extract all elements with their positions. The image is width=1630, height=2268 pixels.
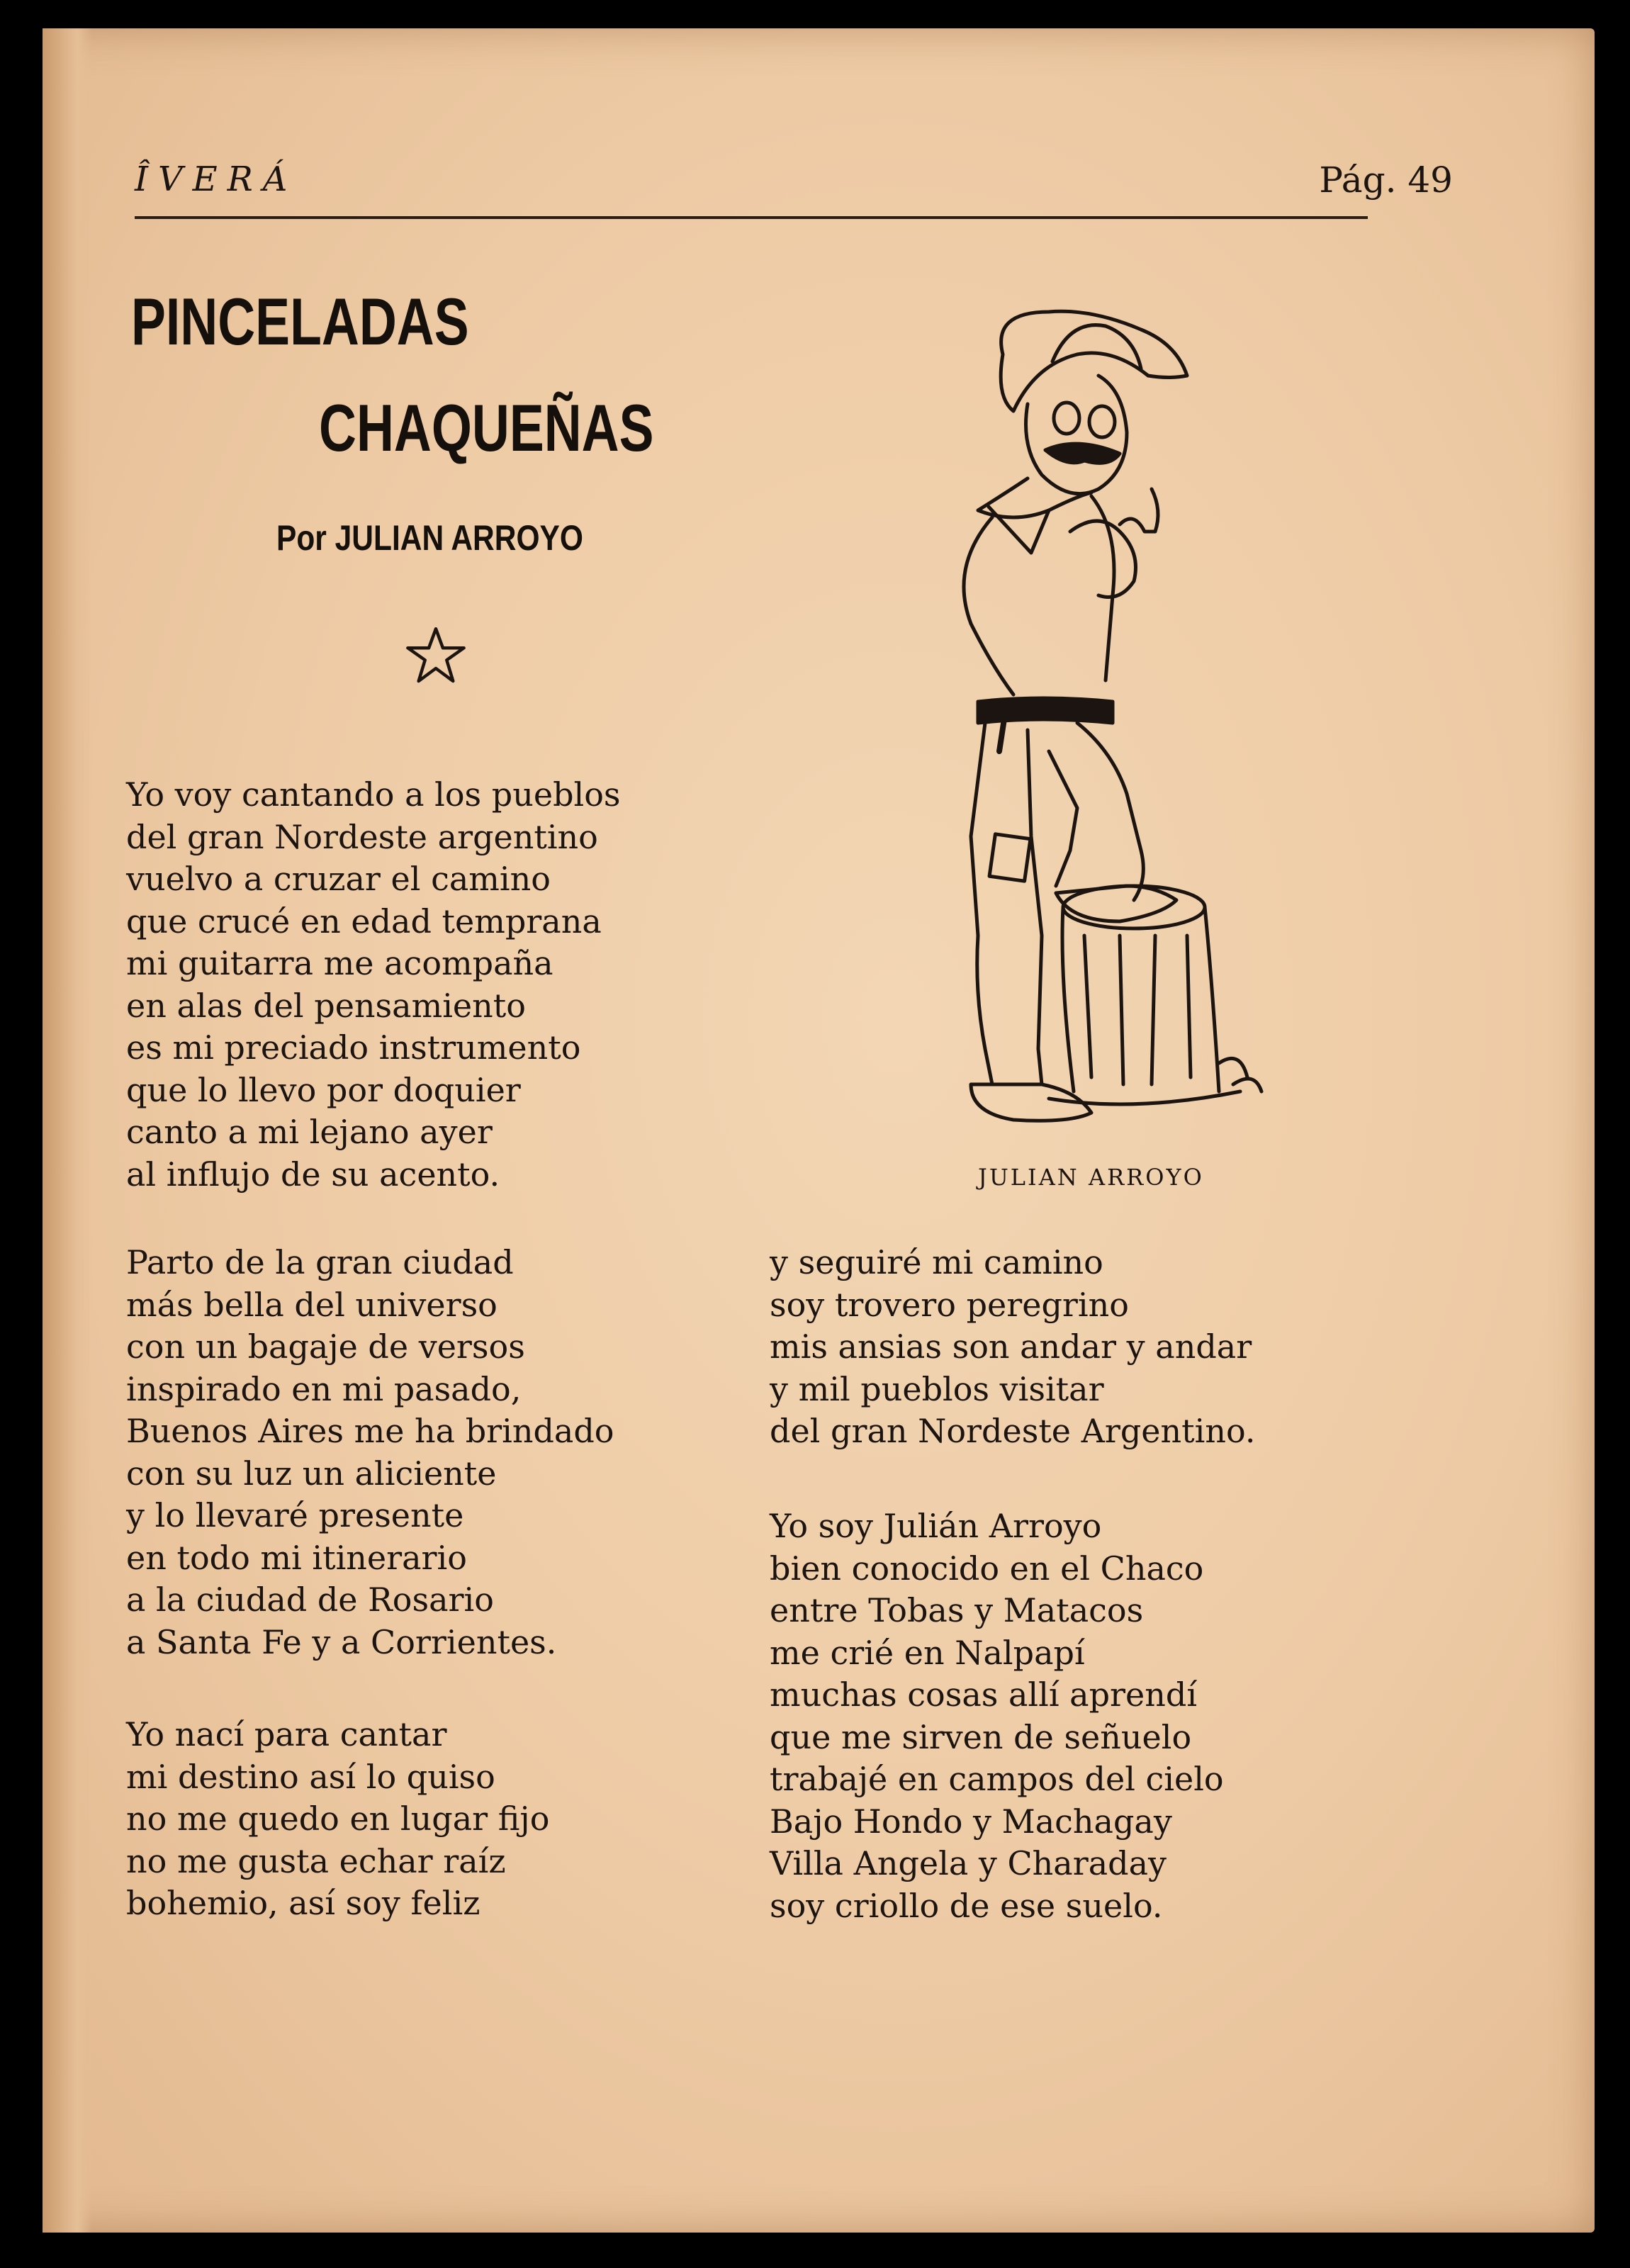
- poem-title-line-1: PINCELADAS: [131, 284, 469, 359]
- poem-line: muchas cosas allí aprendí: [770, 1675, 1198, 1714]
- poem-line: soy trovero peregrino: [770, 1285, 1129, 1324]
- poem-line: bien conocido en el Chaco: [770, 1549, 1204, 1588]
- poem-line: no me quedo en lugar fijo: [126, 1800, 550, 1838]
- poem-line: mis ansias son andar y andar: [770, 1327, 1252, 1366]
- poem-line: vuelvo a cruzar el camino: [126, 860, 551, 898]
- poem-line: y mil pueblos visitar: [770, 1369, 1104, 1408]
- poem-line: a la ciudad de Rosario: [126, 1581, 494, 1619]
- poem-title-line-2: CHAQUEÑAS: [319, 391, 654, 465]
- stanza-4: [770, 1242, 1256, 1453]
- poem-line: es mi preciado instrumento: [126, 1028, 581, 1067]
- poem-line: que crucé en edad temprana: [126, 902, 602, 941]
- stanza-3: [126, 1714, 549, 1925]
- poem-line: Yo soy Julián Arroyo: [770, 1507, 1102, 1545]
- poem-line: con un bagaje de versos: [126, 1327, 525, 1366]
- poem-line: inspirado en mi pasado,: [126, 1369, 522, 1408]
- poem-line: entre Tobas y Matacos: [770, 1591, 1144, 1629]
- stanza-5: [770, 1505, 1224, 1927]
- poem-line: a Santa Fe y a Corrientes.: [126, 1622, 557, 1661]
- page-spine: [43, 28, 92, 2233]
- poem-line: Yo voy cantando a los pueblos: [126, 775, 621, 814]
- poem-line: que lo llevo por doquier: [126, 1070, 521, 1109]
- poem-line: Bajo Hondo y Machagay: [770, 1802, 1172, 1841]
- poem-line: canto a mi lejano ayer: [126, 1113, 493, 1151]
- poem-line: mi guitarra me acompaña: [126, 944, 553, 982]
- poem-line: soy criollo de ese suelo.: [770, 1886, 1163, 1925]
- author-byline: Por JULIAN ARROYO: [276, 518, 583, 558]
- poem-line: que me sirven de señuelo: [770, 1717, 1192, 1756]
- poem-line: Yo nací para cantar: [126, 1715, 447, 1753]
- poem-line: Villa Angela y Charaday: [770, 1844, 1167, 1882]
- poem-line: mi destino así lo quiso: [126, 1757, 495, 1796]
- poem-line: y lo llevaré presente: [126, 1496, 464, 1534]
- gaucho-illustration: [907, 298, 1304, 1148]
- poem-line: más bella del universo: [126, 1285, 498, 1324]
- page-number: Pág. 49: [1319, 159, 1453, 201]
- poem-line: trabajé en campos del cielo: [770, 1760, 1224, 1798]
- poem-line: en todo mi itinerario: [126, 1538, 467, 1577]
- stanza-2: [126, 1242, 614, 1663]
- poem-line: del gran Nordeste Argentino.: [770, 1412, 1256, 1450]
- illustration-caption: JULIAN ARROYO: [978, 1164, 1204, 1191]
- poem-line: y seguiré mi camino: [770, 1243, 1103, 1281]
- star-icon: [404, 624, 468, 687]
- poem-line: Buenos Aires me ha brindado: [126, 1412, 614, 1450]
- poem-line: al influjo de su acento.: [126, 1155, 500, 1194]
- poem-line: en alas del pensamiento: [126, 986, 526, 1025]
- stanza-1: [126, 774, 621, 1196]
- magazine-name: ÎVERÁ: [135, 159, 298, 199]
- poem-line: bohemio, así soy feliz: [126, 1884, 480, 1922]
- poem-line: no me gusta echar raíz: [126, 1841, 506, 1880]
- poem-line: Parto de la gran ciudad: [126, 1243, 514, 1281]
- header-rule: [135, 216, 1368, 219]
- poem-line: me crié en Nalpapí: [770, 1633, 1085, 1672]
- poem-line: del gran Nordeste argentino: [126, 817, 598, 856]
- poem-line: con su luz un aliciente: [126, 1454, 497, 1493]
